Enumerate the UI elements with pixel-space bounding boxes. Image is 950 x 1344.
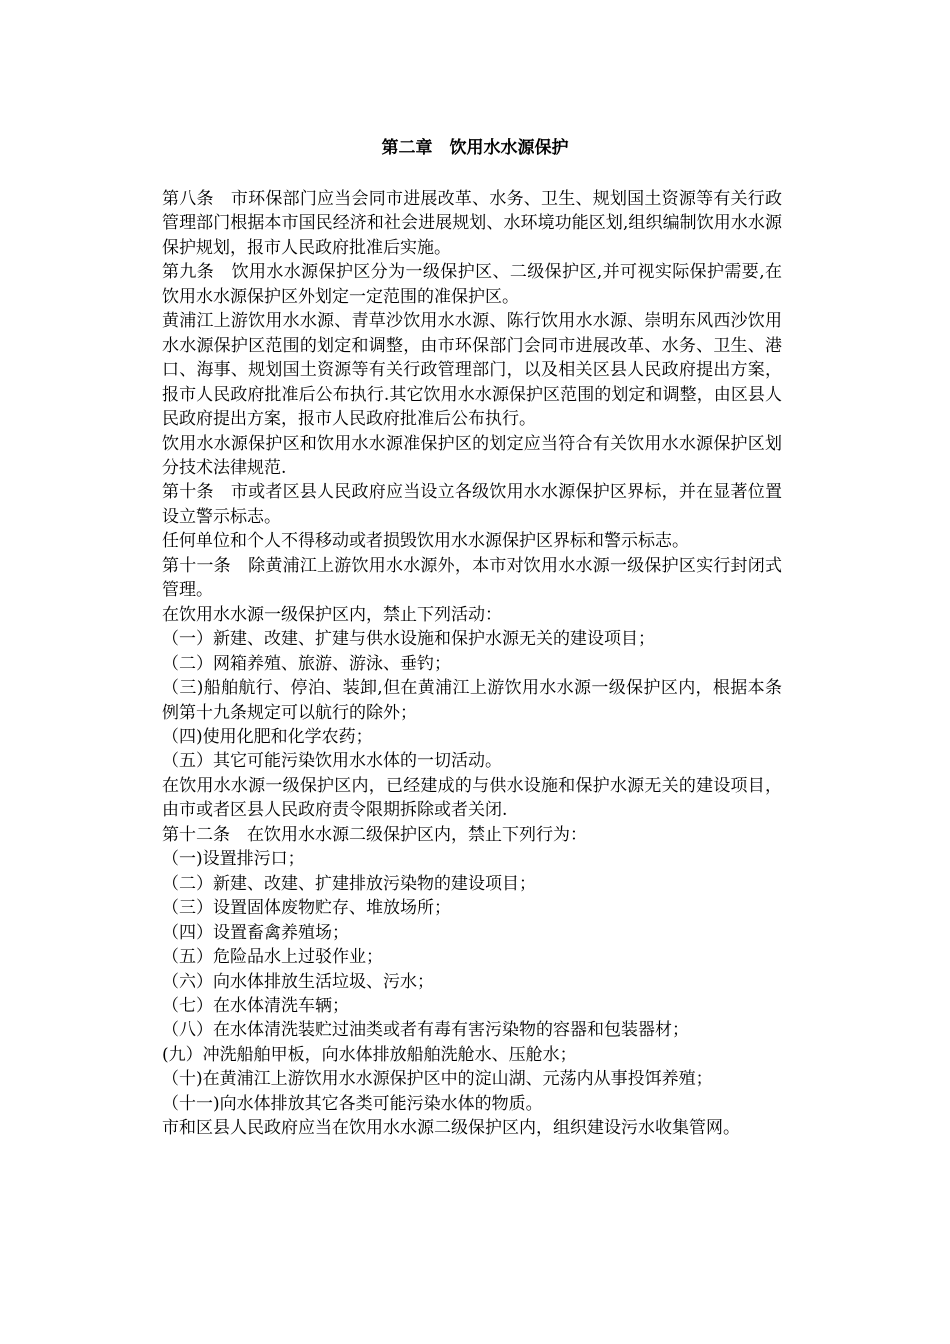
paragraph-markers: 任何单位和个人不得移动或者损毁饮用水水源保护区界标和警示标志。 xyxy=(162,531,689,552)
list-item: （四)使用化肥和化学农药； xyxy=(162,726,373,747)
paragraph-zone-standards: 饮用水水源保护区和饮用水水源准保护区的划定应当符合有关饮用水水源保护区划分技术法律规范. xyxy=(162,433,782,478)
list-item: （二）网箱养殖、旅游、游泳、垂钓； xyxy=(162,653,451,674)
paragraph-article-9: 第九条 饮用水水源保护区分为一级保护区、二级保护区,并可视实际保护需要,在饮用水水源保护区外划定一定范围的准保护区。 xyxy=(162,262,782,307)
list-item: （四）设置畜禽养殖场； xyxy=(162,922,349,943)
list-item: （八）在水体清洗装贮过油类或者有毒有害污染物的容器和包装器材； xyxy=(162,1020,689,1041)
list-item: （六）向水体排放生活垃圾、污水； xyxy=(162,971,434,992)
list-item: （七）在水体清洗车辆； xyxy=(162,995,349,1016)
list-item: （三)船舶航行、停泊、装卸,但在黄浦江上游饮用水水源一级保护区内，根据本条例第十九条规定可以航行的除外； xyxy=(162,678,782,723)
paragraph-level1-existing: 在饮用水水源一级保护区内，已经建成的与供水设施和保护水源无关的建设项目，由市或者区县人民政府责令限期拆除或者关闭. xyxy=(162,775,782,821)
list-item: (九）冲洗船舶甲板，向水体排放船舶洗舱水、压舱水； xyxy=(162,1044,577,1065)
list-item: （一）新建、改建、扩建与供水设施和保护水源无关的建设项目； xyxy=(162,629,655,650)
list-item: （十)在黄浦江上游饮用水水源保护区中的淀山湖、元荡内从事投饵养殖； xyxy=(162,1069,713,1090)
paragraph-sewer-network: 市和区县人民政府应当在饮用水水源二级保护区内，组织建设污水收集管网。 xyxy=(162,1118,740,1139)
list-item: （十一)向水体排放其它各类可能污染水体的物质。 xyxy=(162,1093,543,1114)
list-item: （五）其它可能污染饮用水水体的一切活动。 xyxy=(162,751,502,772)
paragraph-article-10: 第十条 市或者区县人民政府应当设立各级饮用水水源保护区界标，并在显著位置设立警示标志。 xyxy=(162,482,782,527)
paragraph-article-12: 第十二条 在饮用水水源二级保护区内，禁止下列行为： xyxy=(162,824,587,845)
document-body xyxy=(162,187,782,1141)
paragraph-level1-prohibitions: 在饮用水水源一级保护区内，禁止下列活动： xyxy=(162,604,502,625)
list-item: （三）设置固体废物贮存、堆放场所； xyxy=(162,898,451,919)
paragraph-article-11: 第十一条 除黄浦江上游饮用水水源外，本市对饮用水水源一级保护区实行封闭式管理。 xyxy=(162,555,782,601)
list-item: （五）危险品水上过驳作业； xyxy=(162,947,383,968)
paragraph-source-zones: 黄浦江上游饮用水水源、青草沙饮用水水源、陈行饮用水水源、崇明东风西沙饮用水水源保护区范围的划定和调整，由市环保部门会同市进展改革、水务、卫生、港口、海事、规划国土资源等有关行政管理部门，以及相关区县人民政府提出方案，报市人民政府批准后公布执行.其它饮用水水源保护区范围的划定和调整，由区县人民政府提出方案，报市人民政府批准后公布执行。 xyxy=(162,311,782,430)
list-item: （二）新建、改建、扩建排放污染物的建设项目； xyxy=(162,873,536,894)
paragraph-article-8: 第八条 市环保部门应当会同市进展改革、水务、卫生、规划国土资源等有关行政管理部门根据本市国民经济和社会进展规划、水环境功能区划,组织编制饮用水水源保护规划，报市人民政府批准后实施。 xyxy=(162,189,782,258)
chapter-title: 第二章 饮用水水源保护 xyxy=(381,138,569,158)
list-item: （一)设置排污口； xyxy=(162,849,305,870)
